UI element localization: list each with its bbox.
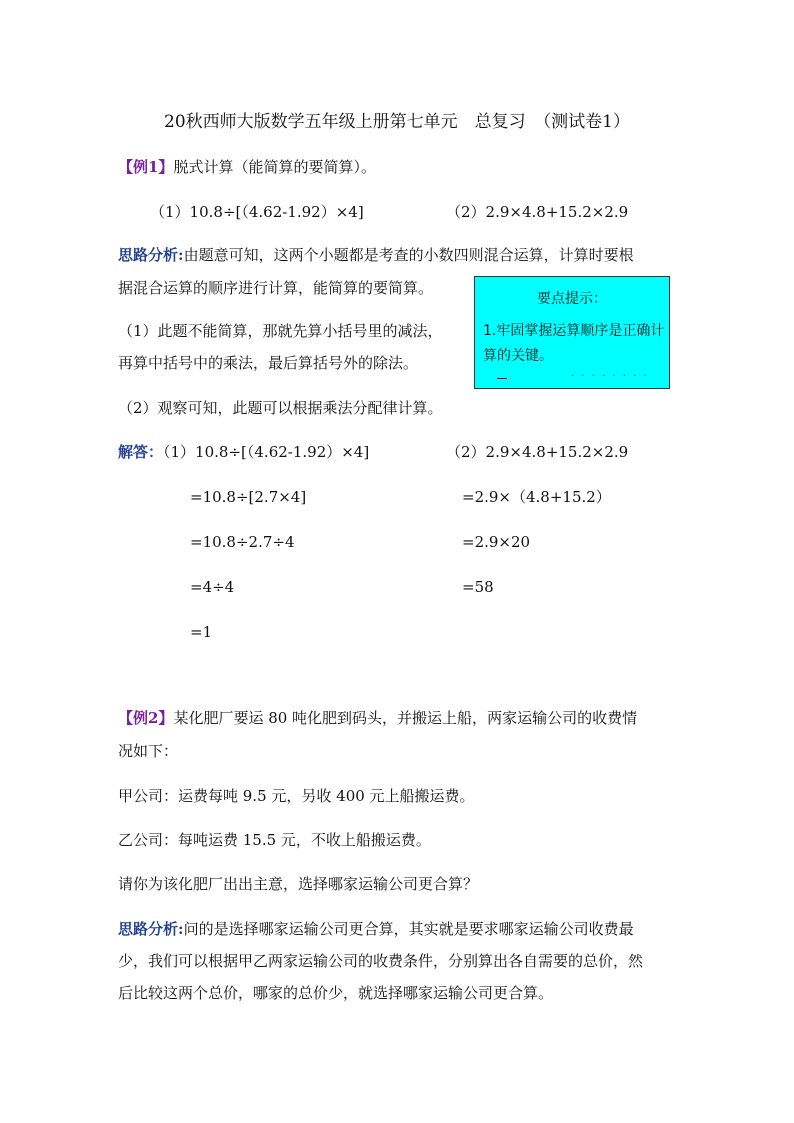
answer-1-step-1: =10.8÷[2.7×4] <box>190 488 307 506</box>
key-tip-box <box>474 276 670 389</box>
example-1-question-1: （1）10.8÷[（4.62-1.92）×4] <box>150 203 364 221</box>
example-1-analysis-part-2: （2）观察可知，此题可以根据乘法分配律计算。 <box>118 399 443 417</box>
answer-2-step-0: （2）2.9×4.8+15.2×2.9 <box>446 443 629 461</box>
answer-1-step-3: =4÷4 <box>190 578 235 596</box>
page-title: 20秋西师大版数学五年级上册第七单元 总复习 （测试卷1） <box>164 112 630 132</box>
answer-row-1 <box>118 442 369 462</box>
example-2-prompt-line-2: 况如下： <box>118 742 179 760</box>
analysis-label: 思路分析 <box>118 920 179 938</box>
example-1-prompt: 脱式计算（能简算的要简算）。 <box>173 158 376 176</box>
example-2-analysis-line-1: 思路分析:问的是选择哪家运输公司更合算，其实就是要求哪家运输公司收费最 <box>118 920 634 938</box>
example-1-tag: 【例1】 <box>118 158 174 176</box>
answer-label: 解答： <box>118 443 164 461</box>
analysis-label: 思路分析 <box>118 246 179 264</box>
example-2-analysis-line-3: 后比较这两个总价，哪家的总价少，就选择哪家运输公司更合算。 <box>118 984 554 1002</box>
answer-1-step-0: （1）10.8÷[（4.62-1.92）×4] <box>163 443 370 461</box>
example-2-tag: 【例2】 <box>118 709 174 727</box>
answer-2-step-1: =2.9×（4.8+15.2） <box>462 488 611 506</box>
answer-2-step-2: =2.9×20 <box>462 533 531 551</box>
example-2-analysis-line-2: 少，我们可以根据甲乙两家运输公司的收费条件，分别算出各自需要的总价，然 <box>118 952 644 970</box>
key-tip-title: 要点提示： <box>537 291 607 307</box>
example-2-company-a: 甲公司：运费每吨 9.5 元，另收 400 元上船搬运费。 <box>118 787 475 805</box>
key-tip-dash <box>497 378 507 379</box>
answer-2-step-3: =58 <box>462 578 494 596</box>
example-2-prompt-line-1: 【例2】某化肥厂要运 80 吨化肥到码头，并搬运上船，两家运输公司的收费情 <box>118 709 638 727</box>
example-1-analysis-part-1-line-1: （1）此题不能简算，那就先算小括号里的减法， <box>118 322 443 340</box>
example-1-heading <box>118 157 376 177</box>
answer-1-step-2: =10.8÷2.7÷4 <box>190 533 295 551</box>
example-2-question: 请你为该化肥厂出出主意，选择哪家运输公司更合算？ <box>118 875 479 893</box>
example-1-analysis-line-1: 思路分析:由题意可知，这两个小题都是考查的小数四则混合运算，计算时要根 <box>118 246 634 264</box>
example-2-company-b: 乙公司：每吨运费 15.5 元，不收上船搬运费。 <box>118 831 431 849</box>
key-tip-body: 1.牢固掌握运算顺序是正确计算的关键。 <box>483 323 665 364</box>
example-1-analysis-part-1-line-2: 再算中括号中的乘法，最后算括号外的除法。 <box>118 354 419 372</box>
answer-1-step-4: =1 <box>190 623 213 641</box>
key-tip-dots: · · · · · · · · <box>571 371 649 382</box>
example-1-analysis-line-2: 据混合运算的顺序进行计算，能简算的要简算。 <box>118 279 434 297</box>
example-1-question-2: （2）2.9×4.8+15.2×2.9 <box>446 203 629 221</box>
